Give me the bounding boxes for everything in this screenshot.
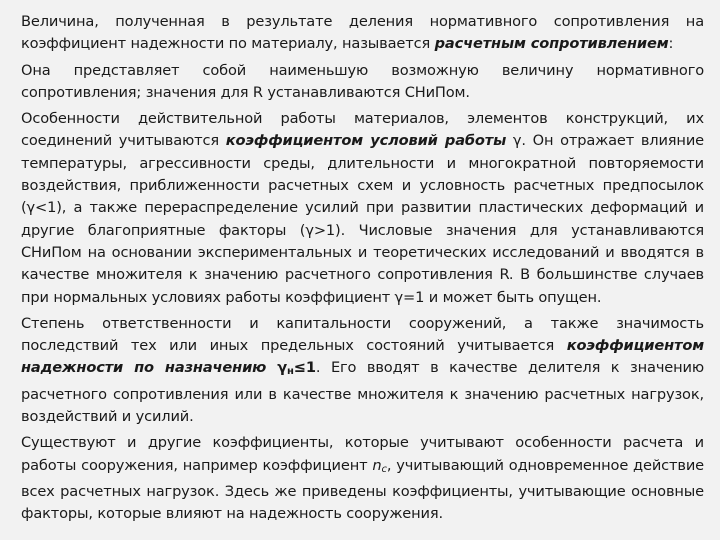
symbol-inequality: ≤1 bbox=[293, 359, 316, 377]
text: : bbox=[668, 35, 674, 53]
text: Величина, полученная в результате деления нормативного сопротивления на коэффициент надежности по материалу, называется bbox=[21, 13, 704, 53]
term-reliability-coefficient: коэффициентом надежности по назначению bbox=[21, 337, 704, 377]
text: γ. Он отражает влияние температуры, агрессивности среды, длительности и многократной повторяемости воздействия, приближенности расчетных схем и условность расчетных предпосылок (γ<1), а также перераспределение усилий при развитии пластических деформаций и другие благоприятные факторы (γ>1). Числовые значения для устанавливаются СНиПом на основании экспериментальных и теоретических исследований и вводятся в качестве множителя к значению расчетного сопротивления R. В большинстве случаев при нормальных условиях работы коэффициент γ=1 и может быть опущен. bbox=[21, 132, 704, 306]
text: . Его вводят в качестве делителя к значению расчетного сопротивления или в качестве множителя к значению расчетных нагрузок, воздействий и усилий. bbox=[21, 359, 704, 426]
term-design-resistance: расчетным сопротивлением bbox=[434, 35, 669, 53]
text: Она представляет собой наименьшую возможную величину нормативного сопротивления; значения для R устанавливаются СНиПом. bbox=[21, 61, 704, 101]
text: , учитывающий одновременное действие всех расчетных нагрузок. Здесь же приведены коэффициенты, учитывающие основные факторы, которые влияют на надежность сооружения. bbox=[21, 456, 704, 523]
paragraph-other-coefficients bbox=[21, 432, 704, 525]
paragraph-working-conditions bbox=[21, 108, 704, 309]
symbol-n: n bbox=[372, 456, 382, 474]
symbol-gamma: γ bbox=[266, 359, 288, 377]
paragraph-reliability bbox=[21, 313, 704, 428]
symbol-subscript: c bbox=[381, 463, 387, 475]
text: Особенности действительной работы материалов, элементов конструкций, их соединений учитываются bbox=[21, 110, 704, 150]
paragraph-definition bbox=[21, 60, 704, 105]
symbol-subscript: н bbox=[287, 366, 294, 378]
text: Степень ответственности и капитальности сооружений, а также значимость последствий тех или иных предельных состояний учитывается bbox=[21, 314, 704, 355]
paragraph-design-resistance bbox=[21, 11, 704, 56]
term-working-conditions-coefficient: коэффициентом условий работы bbox=[225, 132, 507, 150]
text: Существуют и другие коэффициенты, которые учитывают особенности расчета и работы сооружения, например коэффициент bbox=[21, 434, 704, 474]
